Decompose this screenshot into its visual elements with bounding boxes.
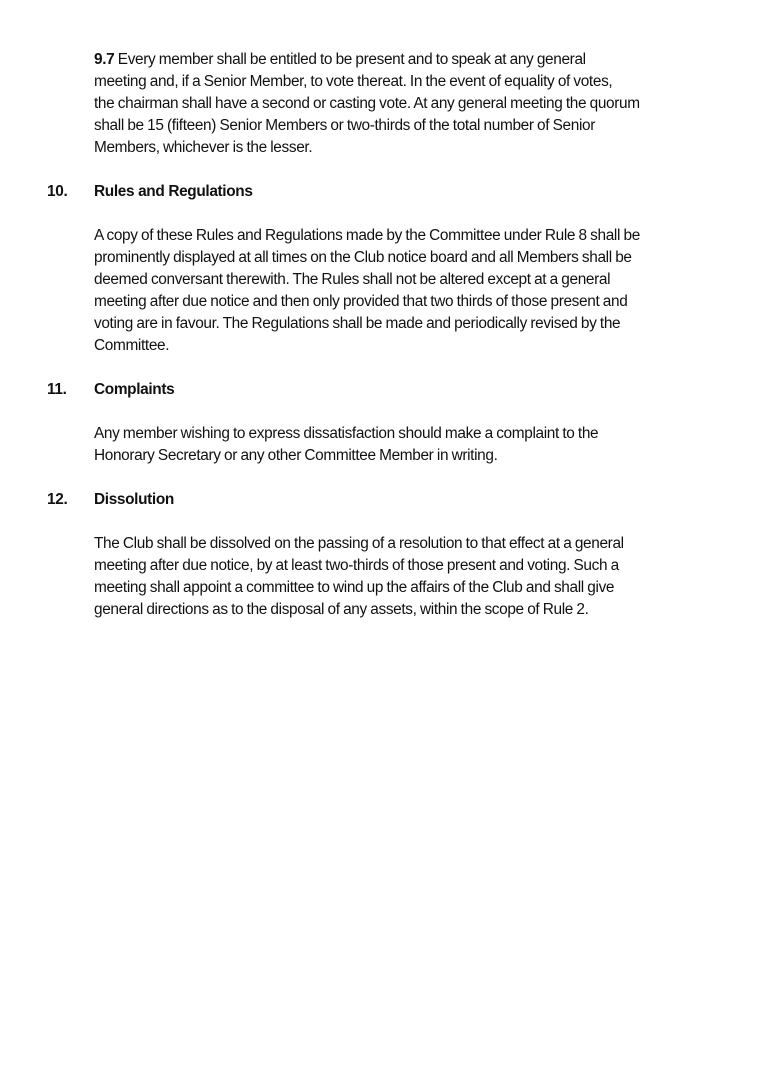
clause-9-7-line-2: meeting and, if a Senior Member, to vote thereat. In the event of equality of votes, [94, 73, 613, 90]
section-heading: Rules and Regulations [94, 183, 253, 200]
section-11-line-2: Honorary Secretary or any other Committee Member in writing. [94, 447, 498, 464]
section-10-line-6: Committee. [94, 337, 170, 354]
section-10-line-4: meeting after due notice and then only provided that two thirds of those present and [94, 293, 628, 310]
clause-9-7-number: 9.7 [94, 51, 115, 68]
section-12-line-2: meeting after due notice, by at least two-thirds of those present and voting. Such a [94, 557, 619, 574]
section-12-line-3: meeting shall appoint a committee to wind up the affairs of the Club and shall give [94, 579, 615, 596]
section-number: 12. [47, 491, 68, 508]
clause-9-7-text-1: Every member shall be entitled to be present and to speak at any general [114, 51, 586, 68]
section-number: 10. [47, 183, 68, 200]
section-10-line-3: deemed conversant therewith. The Rules shall not be altered except at a general [94, 271, 611, 288]
section-10-line-1: A copy of these Rules and Regulations made by the Committee under Rule 8 shall be [94, 227, 640, 244]
clause-9-7-line-1 [94, 49, 586, 71]
clause-9-7-line-4: shall be 15 (fifteen) Senior Members or two-thirds of the total number of Senior [94, 117, 596, 134]
clause-9-7-line-5: Members, whichever is the lesser. [94, 139, 313, 156]
section-10-line-5: voting are in favour. The Regulations shall be made and periodically revised by the [94, 315, 621, 332]
section-11-line-1: Any member wishing to express dissatisfaction should make a complaint to the [94, 425, 599, 442]
section-10-line-2: prominently displayed at all times on the Club notice board and all Members shall be [94, 249, 632, 266]
section-12-line-4: general directions as to the disposal of any assets, within the scope of Rule 2. [94, 601, 589, 618]
clause-9-7-line-3: the chairman shall have a second or casting vote. At any general meeting the quorum [94, 95, 640, 112]
section-heading: Complaints [94, 381, 175, 398]
section-heading: Dissolution [94, 491, 174, 508]
section-number: 11. [47, 381, 67, 398]
section-12-line-1: The Club shall be dissolved on the passing of a resolution to that effect at a general [94, 535, 624, 552]
